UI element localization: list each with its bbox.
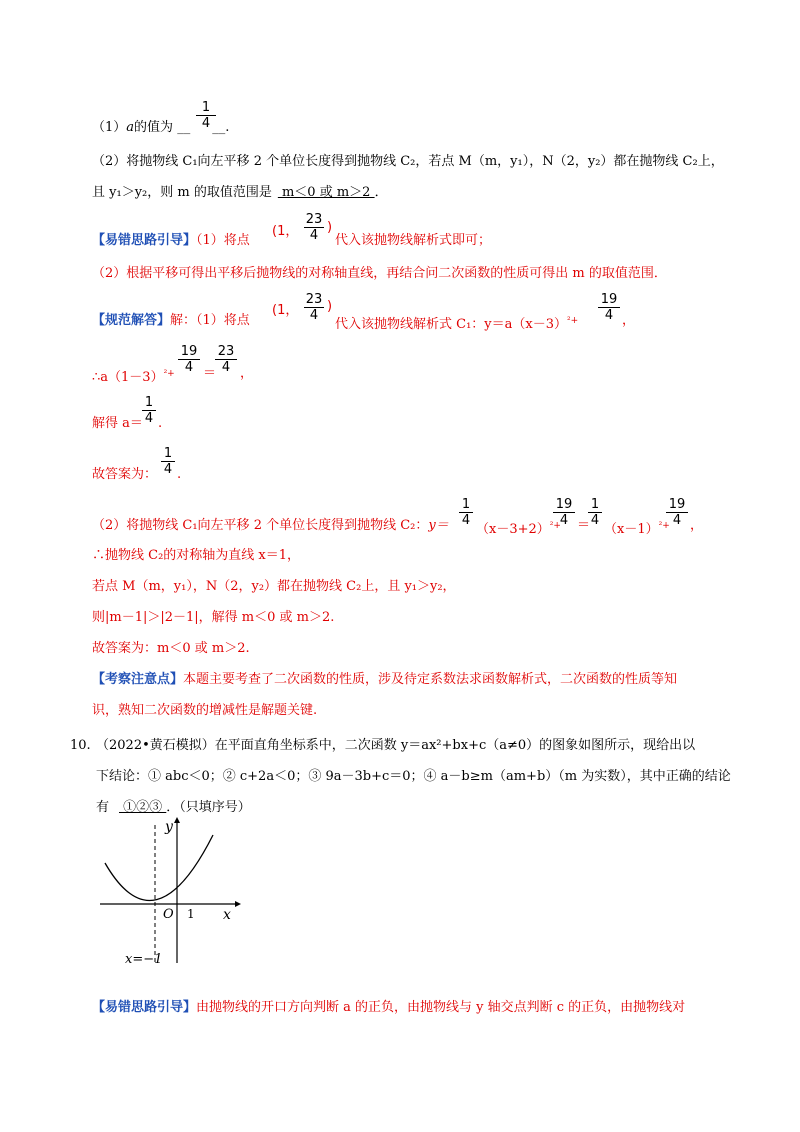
parabola-curve bbox=[105, 835, 213, 900]
q10-line3: 有 ①②③ ．（只填序号） bbox=[96, 800, 251, 815]
solution-line2-fraction-23-4: 23 4 bbox=[215, 344, 237, 375]
solution-line1: 【规范解答】解：（1）将点 bbox=[92, 313, 250, 328]
solution-line2-fraction-19-4: 19 4 bbox=[178, 344, 200, 375]
solution-line5-b: $(x-3+2)^{^2+}$ bbox=[476, 521, 561, 537]
solution-line4: 故答案为： bbox=[92, 467, 158, 482]
solution-line7: 若点 M（m，y₁），N（2，y₂）都在抛物线 C₂上，且 y₁＞y₂， bbox=[92, 579, 456, 594]
y-axis-arrow bbox=[174, 817, 180, 823]
solution-line1-b: 代入该抛物线解析式 C₁：$y=a(x-3)^{^2+}$ bbox=[335, 316, 579, 332]
x-label: x bbox=[223, 907, 231, 923]
solution-line5-eq: ＝ bbox=[577, 518, 591, 533]
solution-line3: 解得 a＝ bbox=[92, 416, 143, 431]
origin-label: O bbox=[163, 907, 174, 922]
q9-part2-line2: 且 y₁＞y₂，则 m 的取值范围是 m＜0 或 m＞2 ． bbox=[92, 185, 388, 200]
solution-point-open: (1， bbox=[272, 303, 299, 318]
q10-line1: （2022•黄石模拟）在平面直角坐标系中，二次函数 y＝ax²+bx+c（a≠0）的图象如图所示，现给出以 bbox=[96, 738, 696, 753]
q9-part2-line1: （2）将抛物线 C₁向左平移 2 个单位长度得到抛物线 C₂，若点 M（m，y₁），N（2，y₂）都在抛物线 C₂上， bbox=[92, 154, 724, 169]
q10-line2: 下结论：① abc＜0；② c+2a＜0；③ 9a－3b+c＝0；④ a－b≥m（am+b）（m 为实数），其中正确的结论 bbox=[96, 769, 731, 784]
solution-line2: $\therefore a(1-3)^{^2+}$ bbox=[92, 369, 175, 385]
solution-line3-fraction: 1 4 bbox=[142, 395, 156, 426]
hint1-line1-suffix: 代入该抛物线解析式即可； bbox=[335, 233, 492, 248]
solution-line9: 故答案为：m＜0 或 m＞2. bbox=[92, 641, 250, 656]
solution-tag: 【规范解答】 bbox=[92, 313, 171, 328]
hint2-tag: 【易错思路引导】 bbox=[92, 1000, 197, 1015]
solution-line5-fraction-4: 19 4 bbox=[666, 497, 688, 528]
solution-line4-fraction: 1 4 bbox=[161, 446, 175, 477]
solution-line5-d: $(x-1)^{^2+}$ bbox=[604, 521, 670, 537]
hint1-point-fraction: 23 4 bbox=[305, 212, 323, 243]
y-label: y bbox=[165, 819, 173, 835]
solution-line8: 则|m－1|＞|2－1|，解得 m＜0 或 m＞2. bbox=[92, 610, 335, 625]
hint2-line: 【易错思路引导】由抛物线的开口方向判断 a 的正负，由抛物线与 y 轴交点判断 c 的正负，由抛物线对 bbox=[92, 1000, 686, 1015]
solution-line4-end: . bbox=[177, 467, 182, 482]
solution-point-close: ) bbox=[327, 299, 333, 314]
solution-point-fraction: 23 4 bbox=[305, 292, 323, 323]
q10-number: 10. bbox=[70, 738, 91, 753]
solution-line5-fraction-1: 1 4 bbox=[459, 497, 473, 528]
note-line1: 【考察注意点】本题主要考查了二次函数的性质，涉及待定系数法求函数解析式，二次函数的性质等知 bbox=[92, 672, 678, 687]
note-line2: 识，熟知二次函数的增减性是解题关键. bbox=[92, 703, 318, 718]
solution-line3-end: . bbox=[158, 416, 163, 431]
solution-line2-eq: ＝ bbox=[203, 366, 217, 381]
solution-line6: ∴抛物线 C₂的对称轴为直线 x＝1， bbox=[92, 548, 301, 563]
one-label: 1 bbox=[187, 907, 195, 921]
x-axis-arrow bbox=[235, 901, 241, 907]
q9-answer-fraction: 1 4 bbox=[196, 100, 216, 131]
solution-line1-end: ， bbox=[622, 313, 636, 328]
hint1-point-close: ) bbox=[327, 220, 333, 235]
parabola-figure bbox=[95, 815, 245, 970]
solution-line2-end: ， bbox=[240, 366, 254, 381]
hint1-line2: （2）根据平移可得出平移后抛物线的对称轴直线，再结合问二次函数的性质可得出 m 的取值范围． bbox=[92, 266, 667, 281]
solution-line5-fraction-2: 19 4 bbox=[553, 497, 575, 528]
q9-part1-line: （1）a的值为 __ __. bbox=[92, 120, 230, 135]
hint1-tag: 【易错思路引导】 bbox=[92, 233, 197, 248]
note-tag: 【考察注意点】 bbox=[92, 672, 184, 687]
solution-line5: （2）将抛物线 C₁向左平移 2 个单位长度得到抛物线 C₂：y＝ bbox=[92, 518, 449, 533]
hint1-point: (1， bbox=[272, 224, 299, 239]
solution-line5-end: ， bbox=[690, 518, 704, 533]
solution-line5-fraction-3: 1 4 bbox=[588, 497, 602, 528]
solution-fraction-19-4: 19 4 bbox=[598, 292, 620, 323]
symmetry-label: x=−1 bbox=[125, 952, 163, 967]
hint1-line1: 【易错思路引导】（1）将点 bbox=[92, 233, 250, 248]
